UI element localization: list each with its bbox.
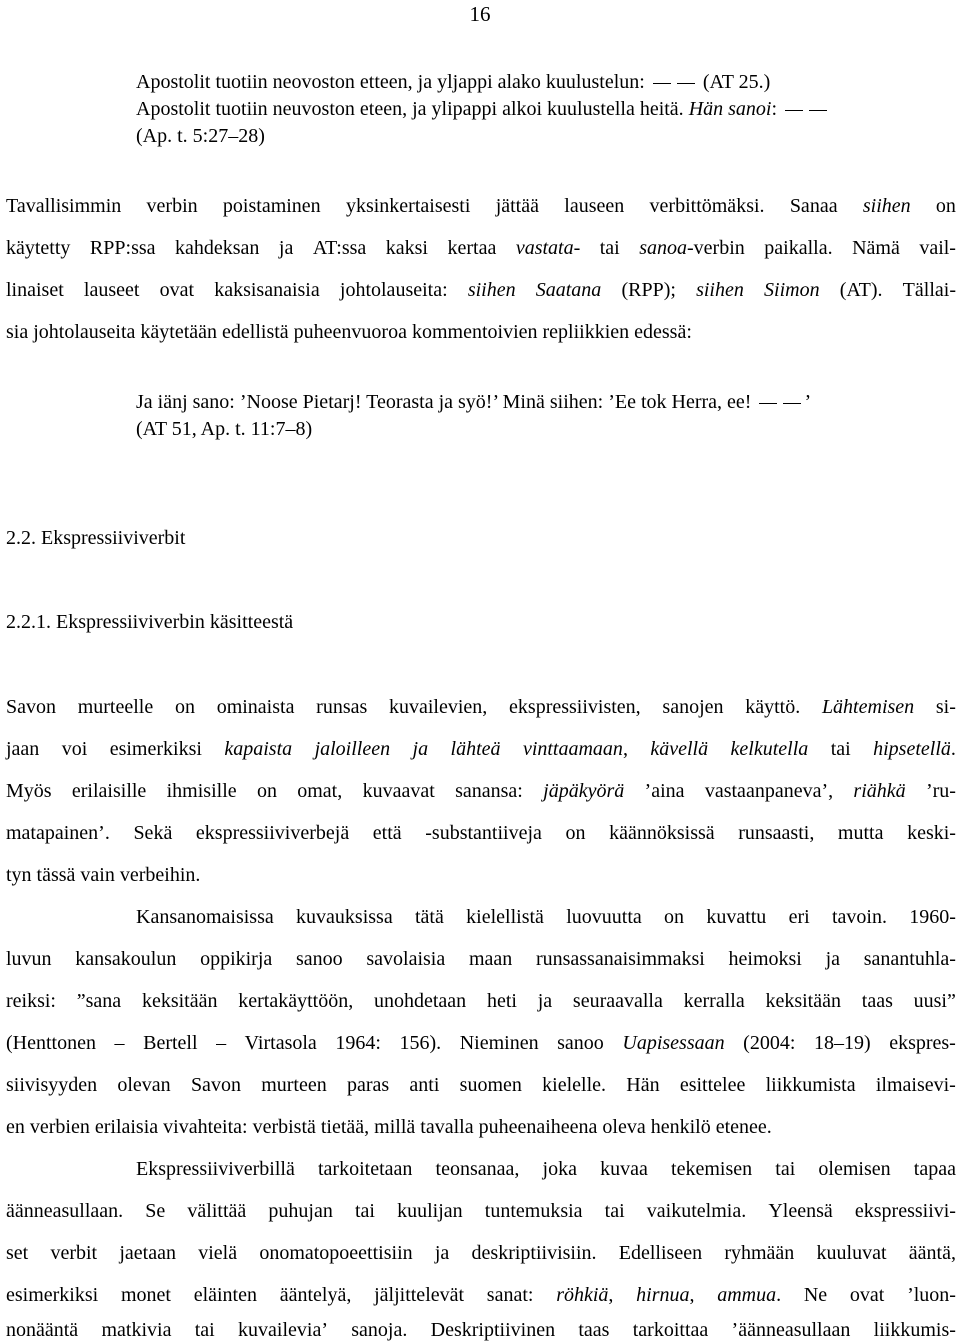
paragraph-line: Savon murteelle on ominaista runsas kuvailevien, ekspressiivisten, sanojen käyttö. Lähtemisen si- [6, 696, 956, 718]
paragraph-line: Tavallisimmin verbin poistaminen yksinkertaisesti jättää lauseen verbittömäksi. Sanaa siihen on [6, 195, 956, 217]
paragraph-line: jaan voi esimerkiksi kapaista jaloilleen ja lähteä vinttaamaan, kävellä kelkutella tai hipsetellä. [6, 738, 956, 760]
quote-line: (Ap. t. 5:27–28) [136, 125, 265, 147]
paragraph-line: nonääntä matkivia tai kuvailevia’ sanoja. Deskriptiivinen taas tarkoittaa ’äänneasullaan liikkumis- [6, 1319, 956, 1341]
section-heading: 2.2. Ekspressiiviverbit [6, 527, 186, 549]
paragraph-line: sia johtolauseita käytetään edellistä puheenvuoroa kommentoivien repliikkien edessä: [6, 321, 692, 343]
page-number: 16 [469, 2, 491, 26]
paragraph-line: siivisyyden olevan Savon murteen paras anti suomen kielelle. Hän esittelee liikkumista ilmaisevi- [6, 1074, 956, 1096]
quote-line: Ja iänj sano: ’Noose Pietarj! Teorasta ja syö!’ Minä siihen: ’Ee tok Herra, ee! ’ [136, 391, 812, 413]
paragraph-line: käytetty RPP:ssa kahdeksan ja AT:ssa kaksi kertaa vastata- tai sanoa-verbin paikalla. Nämä vail- [6, 237, 956, 259]
paragraph-line: Ekspressiiviverbillä tarkoitetaan teonsanaa, joka kuvaa tekemisen tai olemisen tapaa [136, 1158, 956, 1180]
quote-line: (AT 51, Ap. t. 11:7–8) [136, 418, 313, 440]
paragraph-line: Kansanomaisissa kuvauksissa tätä kielellistä luovuutta on kuvattu eri tavoin. 1960- [136, 906, 956, 928]
paragraph-line: en verbien erilaisia vivahteita: verbistä tietää, millä tavalla puheenaiheena oleva henkilö etenee. [6, 1116, 772, 1138]
paragraph-line: linaiset lauseet ovat kaksisanaisia johtolauseita: siihen Saatana (RPP); siihen Siimon (AT). Tällai- [6, 279, 956, 301]
subsection-heading: 2.2.1. Ekspressiiviverbin käsitteestä [6, 611, 294, 633]
paragraph-line: set verbit jaetaan vielä onomatopoeettisiin ja deskriptiivisiin. Edelliseen ryhmään kuuluvat ääntä, [6, 1242, 956, 1264]
paragraph-line: (Henttonen – Bertell – Virtasola 1964: 156). Nieminen sanoo Uapisessaan (2004: 18–19) ekspres- [6, 1032, 956, 1054]
paragraph-line: tyn tässä vain verbeihin. [6, 864, 201, 886]
paragraph-line: Myös erilaisille ihmisille on omat, kuvaavat sanansa: jäpäkyörä ’aina vastaanpaneva’, riähkä ’ru- [6, 780, 956, 802]
paragraph-line: luvun kansakoulun oppikirja sanoo savolaisia maan runsassanaisimmaksi heimoksi ja sanantuhla- [6, 948, 956, 970]
quote-line: Apostolit tuotiin neuvoston eteen, ja ylipappi alkoi kuulustella heitä. Hän sanoi: [136, 97, 830, 121]
paragraph-line: äänneasullaan. Se välittää puhujan tai kuulijan tuntemuksia tai vaikutelmia. Yleensä ekspressiivi- [6, 1200, 956, 1222]
paragraph-line: matapainen’. Sekä ekspressiiviverbejä että -substantiiveja on käännöksissä runsaasti, mutta keski- [6, 822, 956, 844]
quote-line: Apostolit tuotiin neovoston etteen, ja yljappi alako kuulustelun: (AT 25.) [136, 71, 771, 93]
paragraph-line: reiksi: ”sana keksitään kertakäyttöön, unohdetaan heti ja seuraavalla kerralla keksitään taas uusi” [6, 990, 956, 1012]
paragraph-line: esimerkiksi monet eläinten ääntelyä, jäljittelevät sanat: röhkiä, hirnua, ammua. Ne ovat ’luon- [6, 1284, 956, 1306]
